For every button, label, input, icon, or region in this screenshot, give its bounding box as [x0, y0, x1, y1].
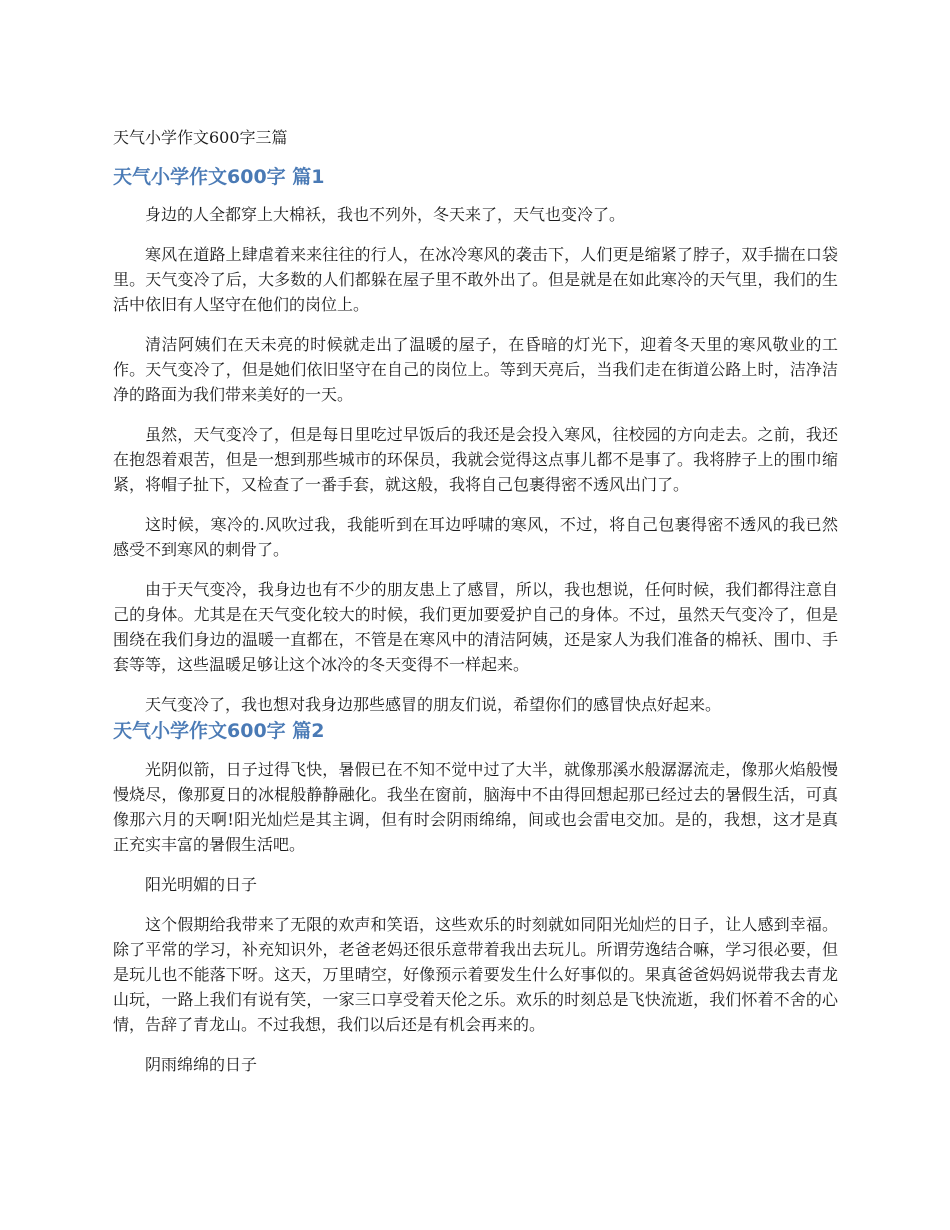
- paragraph: 清洁阿姨们在天未亮的时候就走出了温暖的屋子，在昏暗的灯光下，迎着冬天里的寒风敬业的工作。天气变冷了，但是她们依旧坚守在自己的岗位上。等到天亮后，当我们走在街道公路上时，洁净洁净的路面为我们带来美好的一天。: [113, 335, 838, 404]
- paragraph: 这时候，寒冷的.风吹过我，我能听到在耳边呼啸的寒风，不过，将自己包裹得密不透风的我已然感受不到寒风的刺骨了。: [113, 515, 838, 559]
- section-body-2: [113, 757, 838, 1092]
- paragraph: 天气变冷了，我也想对我身边那些感冒的朋友们说，希望你们的感冒快点好起来。: [145, 695, 722, 714]
- section-heading-2: 天气小学作文600字 篇2: [113, 720, 325, 742]
- paragraph: 身边的人全都穿上大棉袄，我也不列外，冬天来了，天气也变冷了。: [145, 205, 626, 224]
- subheading-paragraph: 阳光明媚的日子: [145, 875, 258, 894]
- paragraph: 光阴似箭，日子过得飞快，暑假已在不知不觉中过了大半，就像那溪水般潺潺流走，像那火焰般慢慢烧尽，像那夏日的冰棍般静静融化。我坐在窗前，脑海中不由得回想起那已经过去的暑假生活，可真像那六月的天啊!阳光灿烂是其主调，但有时会阴雨绵绵，间或也会雷电交加。是的，我想，这才是真正充实丰富的暑假生活吧。: [113, 760, 838, 854]
- section-body-1: [113, 202, 838, 732]
- subheading-paragraph: 阴雨绵绵的日子: [145, 1055, 258, 1074]
- paragraph: 虽然，天气变冷了，但是每日里吃过早饭后的我还是会投入寒风，往校园的方向走去。之前，我还在抱怨着艰苦，但是一想到那些城市的环保员，我就会觉得这点事儿都不是事了。我将脖子上的围巾缩紧，将帽子扯下，又检查了一番手套，就这般，我将自己包裹得密不透风出门了。: [113, 425, 838, 494]
- section-heading-1: 天气小学作文600字 篇1: [113, 166, 325, 188]
- paragraph: 这个假期给我带来了无限的欢声和笑语，这些欢乐的时刻就如同阳光灿烂的日子，让人感到幸福。除了平常的学习，补充知识外，老爸老妈还很乐意带着我出去玩儿。所谓劳逸结合嘛，学习很必要，但是玩儿也不能落下呀。这天，万里晴空，好像预示着要发生什么好事似的。果真爸爸妈妈说带我去青龙山玩，一路上我们有说有笑，一家三口享受着天伦之乐。欢乐的时刻总是飞快流逝，我们怀着不舍的心情，告辞了青龙山。不过我想，我们以后还是有机会再来的。: [113, 915, 838, 1034]
- document-title: 天气小学作文600字三篇: [113, 128, 288, 147]
- paragraph: 寒风在道路上肆虐着来来往往的行人，在冰冷寒风的袭击下，人们更是缩紧了脖子，双手揣在口袋里。天气变冷了后，大多数的人们都躲在屋子里不敢外出了。但是就是在如此寒冷的天气里，我们的生活中依旧有人坚守在他们的岗位上。: [113, 245, 838, 314]
- paragraph: 由于天气变冷，我身边也有不少的朋友患上了感冒，所以，我也想说，任何时候，我们都得注意自己的身体。尤其是在天气变化较大的时候，我们更加要爱护自己的身体。不过，虽然天气变冷了，但是围绕在我们身边的温暖一直都在，不管是在寒风中的清洁阿姨，还是家人为我们准备的棉袄、围巾、手套等等，这些温暖足够让这个冰冷的冬天变得不一样起来。: [113, 580, 838, 674]
